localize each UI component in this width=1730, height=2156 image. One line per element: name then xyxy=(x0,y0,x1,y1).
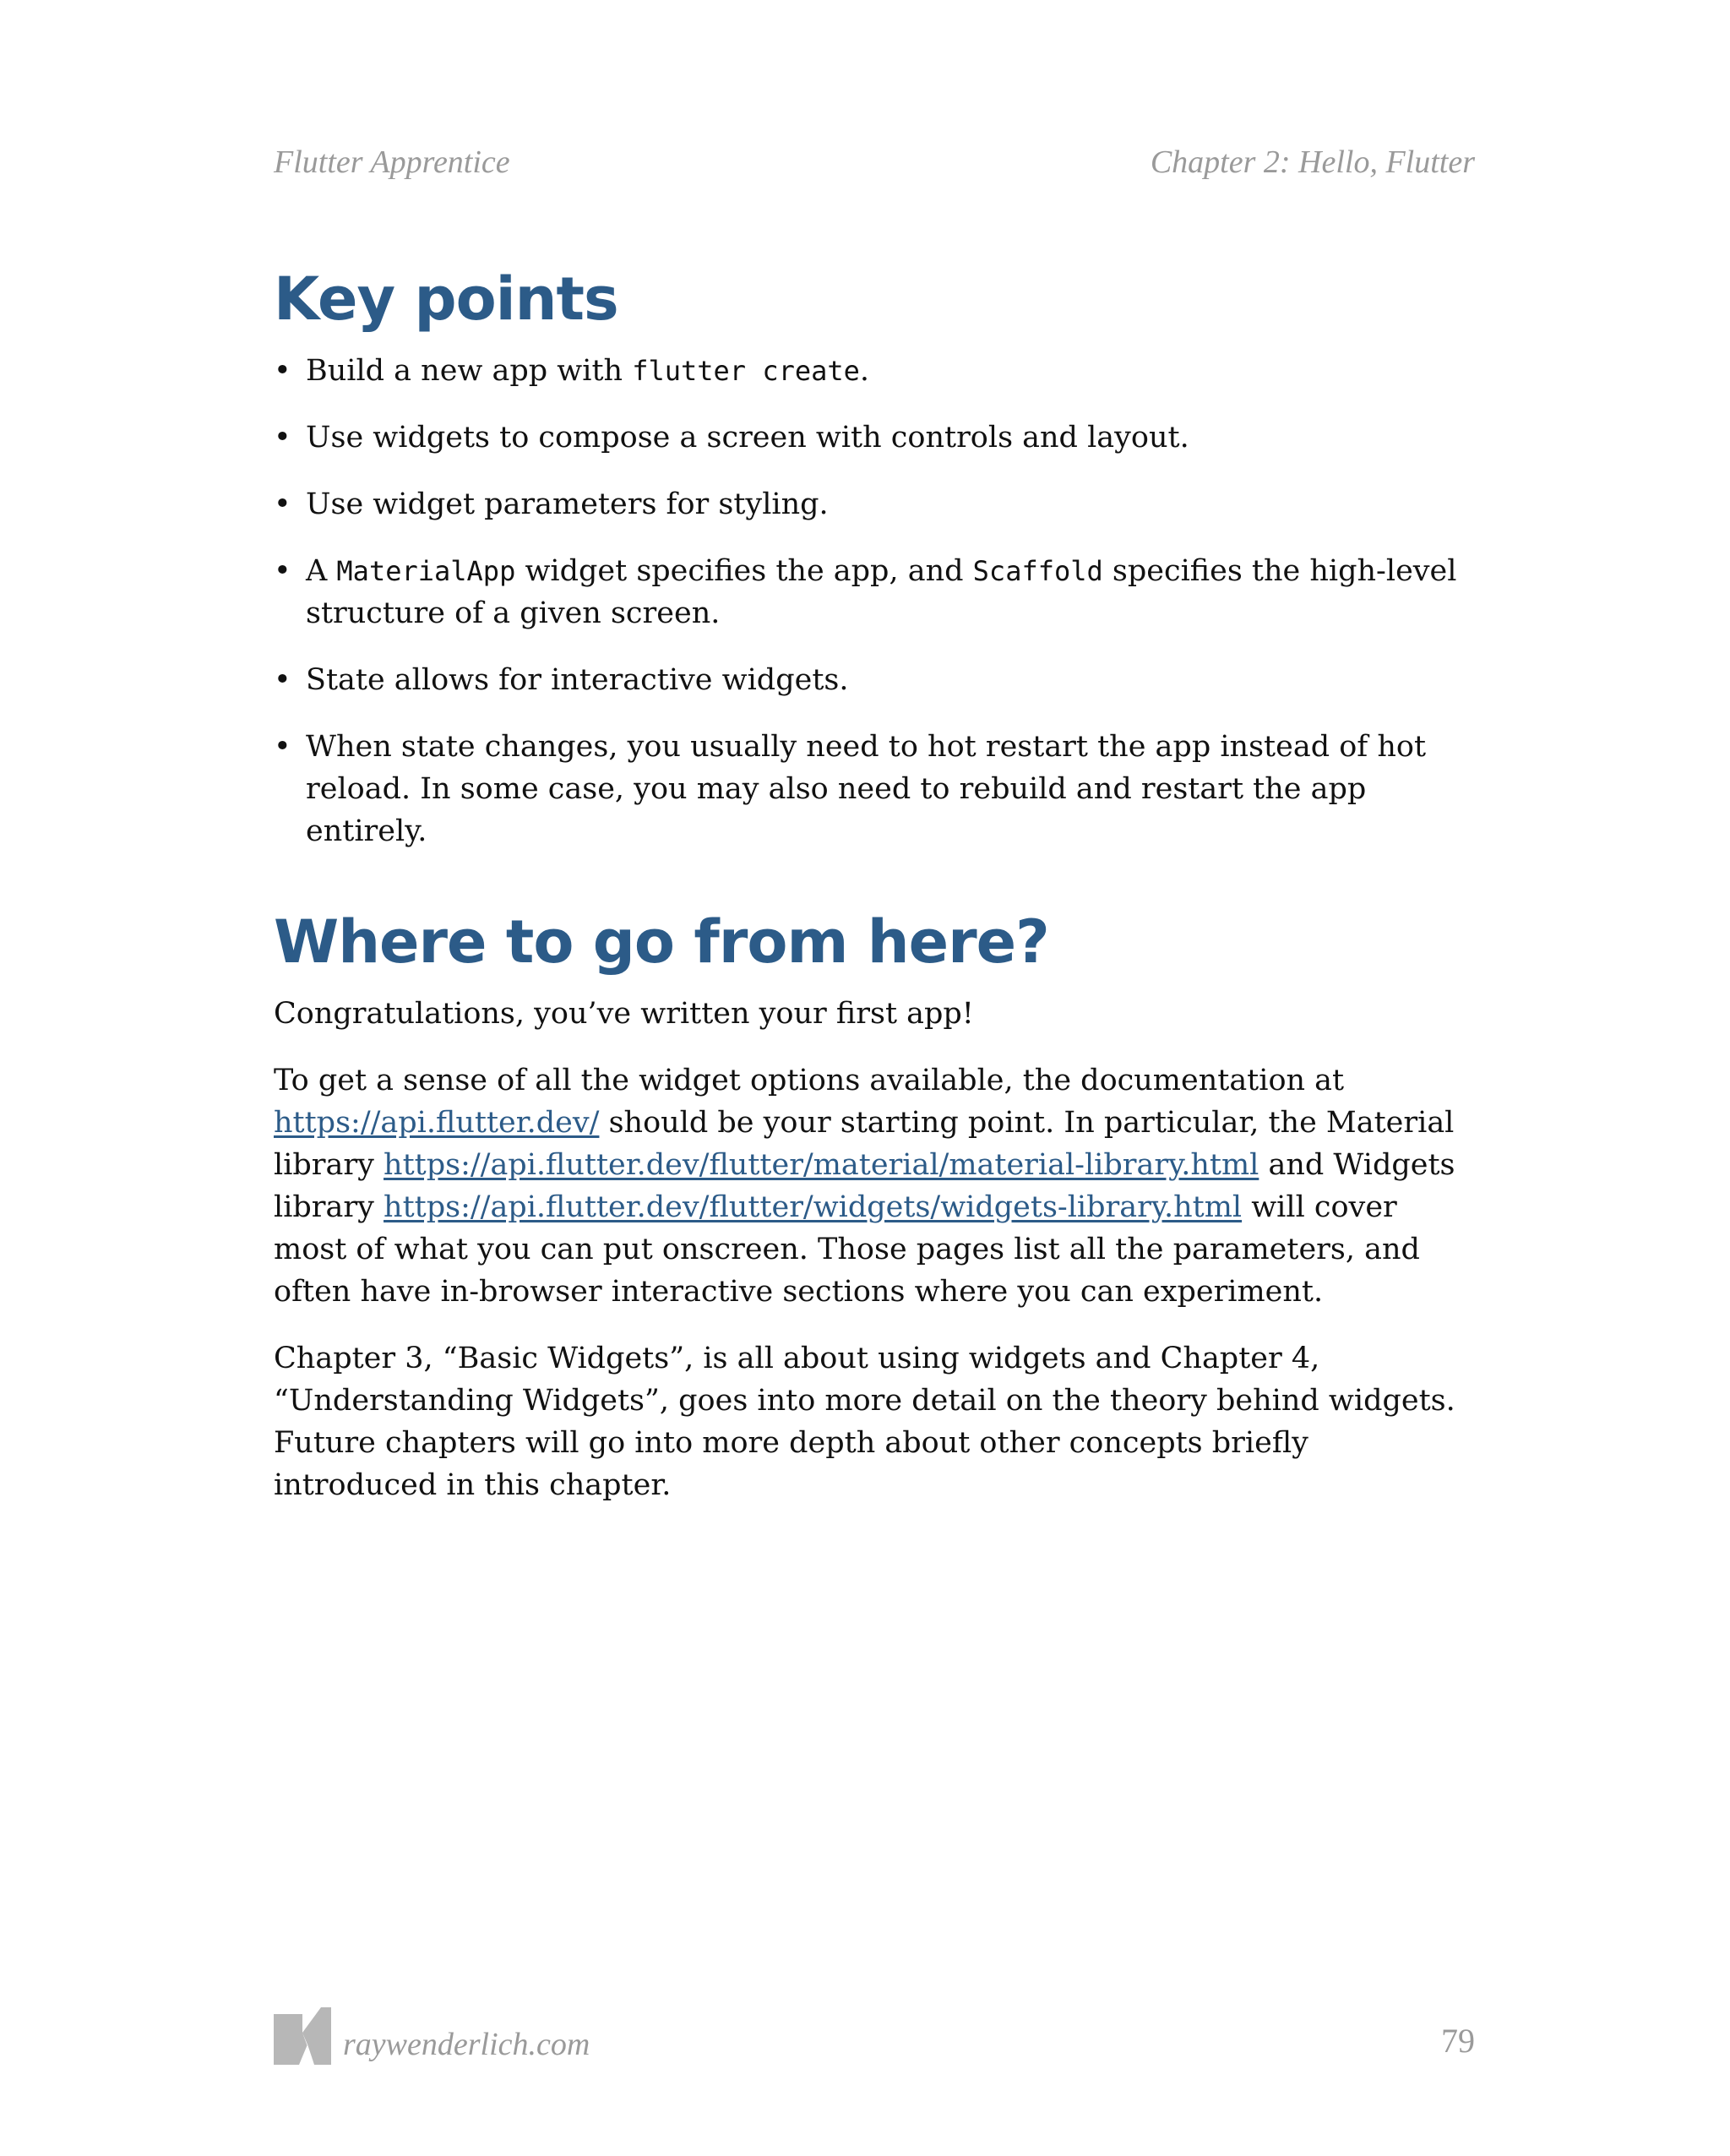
inline-code: flutter create xyxy=(632,355,860,387)
list-item: • When state changes, you usually need to hot restart the app instead of hot reload. In some case, you may also need to rebuild and restart the app entirely. xyxy=(274,726,1478,852)
list-item: • Build a new app with flutter create. xyxy=(274,350,1478,392)
running-header xyxy=(274,144,1475,181)
page-number: 79 xyxy=(1441,2022,1475,2060)
where-next-heading: Where to go from here? xyxy=(274,907,1049,977)
docs-paragraph: To get a sense of all the widget options available, the documentation at https://api.flutter.dev/ should be your starting point. In particular, the Material library https://api.flutter.dev/flutter/material/material-library.html and Widgets library https://api.flutter.dev/flutter/widgets/widgets-library.html will cover most of what you can put onscreen. Those pages list all the parameters, and often have in-browser interactive sections where you can experiment. xyxy=(274,1064,1455,1309)
api-docs-link[interactable]: https://api.flutter.dev/ xyxy=(274,1106,600,1140)
list-item: • State allows for interactive widgets. xyxy=(274,659,1478,701)
widgets-library-link[interactable]: https://api.flutter.dev/flutter/widgets/widgets-library.html xyxy=(384,1190,1243,1224)
inline-code: MaterialApp xyxy=(336,555,516,587)
chapter-title: Chapter 2: Hello, Flutter xyxy=(1150,144,1475,180)
site-name: raywenderlich.com xyxy=(343,2027,590,2062)
book-title: Flutter Apprentice xyxy=(274,144,510,180)
next-chapters-paragraph: Chapter 3, “Basic Widgets”, is all about using widgets and Chapter 4, “Understanding Widgets”, goes into more detail on the theory behind widgets. Future chapters will go into more depth about other concepts briefly introduced in this chapter. xyxy=(274,1342,1455,1502)
page-content xyxy=(274,259,1478,1531)
material-library-link[interactable]: https://api.flutter.dev/flutter/material/material-library.html xyxy=(384,1148,1259,1182)
key-points-list xyxy=(274,350,1478,852)
list-item: • Use widgets to compose a screen with controls and layout. xyxy=(274,416,1478,459)
list-item: • A MaterialApp widget specifies the app, and Scaffold specifies the high-level structure of a given screen. xyxy=(274,550,1478,634)
congrats-paragraph: Congratulations, you’ve written your first app! xyxy=(274,997,974,1031)
list-item: • Use widget parameters for styling. xyxy=(274,483,1478,525)
page-footer xyxy=(274,2001,1475,2061)
key-points-heading: Key points xyxy=(274,264,618,334)
raywenderlich-logo-icon xyxy=(274,2007,331,2065)
inline-code: Scaffold xyxy=(972,555,1103,587)
